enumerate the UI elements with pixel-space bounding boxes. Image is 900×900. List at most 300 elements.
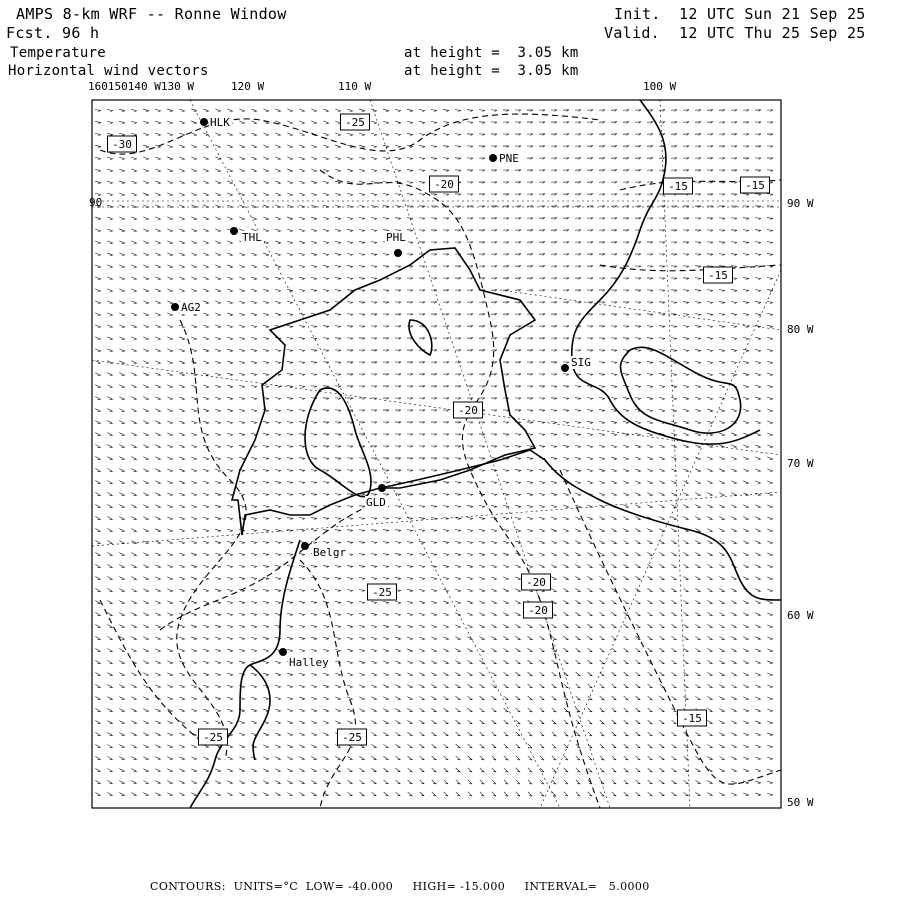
wind-vector <box>251 709 257 711</box>
wind-vector <box>636 660 641 664</box>
wind-vector <box>659 588 664 591</box>
wind-vector <box>383 756 388 759</box>
wind-vector <box>107 577 112 580</box>
wind-vector <box>119 697 124 700</box>
wind-vector <box>383 470 389 472</box>
wind-vector <box>179 673 185 676</box>
wind-vector <box>707 122 713 124</box>
wind-vector <box>455 649 460 652</box>
wind-vector <box>635 338 641 340</box>
wind-vector <box>695 146 701 148</box>
wind-vector <box>575 433 581 435</box>
wind-vector <box>611 397 617 399</box>
wind-vector <box>767 349 773 351</box>
wind-vector <box>551 302 557 304</box>
wind-vector <box>479 458 485 460</box>
wind-vector <box>648 768 653 772</box>
wind-vector <box>467 374 473 376</box>
wind-vector <box>335 757 340 760</box>
wind-vector <box>563 278 569 280</box>
wind-vector <box>335 157 341 159</box>
wind-vector <box>179 169 185 172</box>
valid-value: 12 UTC Thu 25 Sep 25 <box>679 24 866 42</box>
wind-vector <box>599 529 604 532</box>
wind-vector <box>347 169 353 171</box>
wind-vector <box>95 169 101 171</box>
wind-vector <box>299 769 304 772</box>
wind-vector <box>179 349 185 352</box>
wind-vector <box>371 290 377 292</box>
wind-vector <box>119 385 124 388</box>
wind-vector <box>695 158 701 160</box>
wind-vector <box>660 720 665 724</box>
wind-vector <box>227 505 233 507</box>
wind-vector <box>564 780 568 784</box>
wind-vector <box>143 421 148 424</box>
wind-vector <box>503 410 509 411</box>
wind-vector <box>635 170 641 172</box>
wind-vector <box>599 338 605 340</box>
wind-vector <box>311 649 317 651</box>
wind-vector <box>311 482 317 484</box>
wind-vector <box>623 110 629 112</box>
contour-label <box>678 710 707 726</box>
wind-vector <box>347 637 353 639</box>
wind-vector <box>576 732 580 736</box>
wind-vector <box>647 278 653 280</box>
wind-vector <box>299 301 305 303</box>
wind-vector <box>431 422 437 423</box>
wind-vector <box>107 433 112 436</box>
wind-vector <box>419 613 425 615</box>
wind-vector <box>383 302 389 303</box>
wind-vector <box>743 697 748 700</box>
wind-vector <box>143 349 149 352</box>
wind-vector <box>623 122 629 124</box>
wind-vector <box>299 326 305 328</box>
wind-vector <box>323 733 328 736</box>
wind-vector <box>635 553 640 556</box>
wind-vector <box>636 600 641 603</box>
wind-vector <box>443 696 448 699</box>
wind-vector <box>563 242 569 244</box>
wind-vector <box>131 601 136 604</box>
wind-vector <box>419 121 425 123</box>
wind-vector <box>431 242 437 243</box>
wind-vector <box>263 253 269 255</box>
wind-vector <box>299 121 305 124</box>
wind-vector <box>95 504 100 507</box>
wind-vector <box>215 109 221 112</box>
wind-vector <box>719 493 724 496</box>
wind-vector <box>719 182 725 183</box>
wind-vector <box>755 625 761 628</box>
wind-vector <box>299 601 305 603</box>
wind-vector <box>515 110 521 111</box>
wind-vector <box>707 625 712 628</box>
wind-vector <box>323 625 329 627</box>
wind-vector <box>311 506 317 508</box>
wind-vector <box>227 289 233 291</box>
wind-vector <box>611 553 616 556</box>
wind-vector <box>635 110 641 112</box>
wind-vector <box>528 660 533 663</box>
wind-vector <box>635 481 641 484</box>
wind-vector <box>323 482 329 484</box>
wind-vector <box>335 169 341 171</box>
wind-vector <box>167 313 173 316</box>
wind-vector <box>552 684 557 688</box>
wind-vector <box>419 601 425 603</box>
wind-vector <box>588 720 592 724</box>
wind-vector <box>407 109 413 111</box>
wind-vector <box>311 625 317 627</box>
wind-vector <box>479 422 485 423</box>
wind-vector <box>419 685 424 688</box>
lat-label: 80 W <box>787 323 814 336</box>
wind-vector <box>600 684 605 688</box>
wind-vector <box>371 482 377 484</box>
wind-vector <box>263 625 269 627</box>
wind-vector <box>707 254 713 256</box>
wind-vector <box>251 793 256 796</box>
wind-vector <box>383 458 389 459</box>
wind-vector <box>227 313 233 315</box>
wind-vector <box>179 637 185 639</box>
wind-vector <box>767 433 773 436</box>
wind-vector <box>371 625 377 627</box>
wind-vector <box>275 733 281 736</box>
wind-vector <box>155 181 161 184</box>
wind-vector <box>167 601 173 604</box>
wind-vector <box>323 302 329 304</box>
wind-vector <box>167 517 173 520</box>
wind-vector <box>107 397 112 400</box>
wind-vector <box>227 253 233 256</box>
wind-vector <box>443 708 448 711</box>
wind-vector <box>372 768 377 771</box>
wind-vector <box>455 398 461 400</box>
wind-vector <box>119 601 124 604</box>
wind-vector <box>347 254 353 256</box>
wind-vector <box>552 744 556 748</box>
wind-vector <box>335 338 341 340</box>
wind-vector <box>419 242 425 244</box>
wind-vector <box>647 541 652 544</box>
wind-vector <box>755 313 761 315</box>
wind-vector <box>227 409 233 411</box>
wind-vector <box>527 242 533 244</box>
wind-vector <box>563 194 569 196</box>
wind-vector <box>599 218 605 220</box>
wind-vector <box>443 506 449 508</box>
wind-vector <box>203 193 209 196</box>
wind-vector <box>95 757 100 760</box>
wind-vector <box>695 122 701 124</box>
wind-vector <box>515 218 521 220</box>
wind-vector <box>599 146 605 148</box>
wind-vector <box>239 193 245 196</box>
wind-vector <box>659 158 665 160</box>
wind-vector <box>731 589 736 592</box>
wind-vector <box>107 325 113 328</box>
wind-vector <box>767 194 773 196</box>
wind-vector <box>515 470 521 472</box>
wind-vector <box>455 230 461 232</box>
wind-vector <box>683 744 688 747</box>
wind-vector <box>299 386 305 388</box>
wind-vector <box>539 122 545 124</box>
wind-vector <box>636 780 641 784</box>
wind-vector <box>215 625 221 627</box>
wind-vector <box>755 541 760 544</box>
wind-vector <box>419 577 425 579</box>
wind-vector <box>479 266 485 268</box>
wind-vector <box>203 457 209 459</box>
wind-vector <box>179 421 185 424</box>
wind-vector <box>239 349 245 351</box>
wind-vector <box>515 194 521 196</box>
wind-vector <box>107 457 112 460</box>
wind-vector <box>660 708 665 712</box>
wind-vector <box>419 170 425 172</box>
wind-vector <box>107 265 113 268</box>
wind-vector <box>551 122 557 124</box>
wind-vector <box>491 410 497 411</box>
wind-vector <box>660 696 665 700</box>
wind-vector <box>479 194 485 196</box>
wind-vector <box>612 780 616 784</box>
wind-vector <box>743 481 749 484</box>
wind-vector <box>323 709 329 712</box>
wind-vector <box>551 254 557 256</box>
wind-vector <box>551 577 556 580</box>
wind-vector <box>695 672 700 675</box>
wind-vector <box>251 481 257 483</box>
wind-vector <box>131 625 136 628</box>
wind-vector <box>155 601 161 604</box>
wind-vector <box>167 493 173 496</box>
wind-vector <box>215 517 221 519</box>
wind-vector <box>527 254 533 256</box>
wind-vector <box>491 601 497 604</box>
wind-vector <box>587 122 593 124</box>
wind-vector <box>167 685 173 688</box>
wind-vector <box>167 181 173 184</box>
wind-vector <box>311 265 317 267</box>
wind-vector <box>443 194 449 196</box>
wind-vector <box>227 397 233 399</box>
wind-vector <box>443 242 449 243</box>
wind-vector <box>360 780 365 783</box>
wind-vector <box>395 278 401 280</box>
wind-vector <box>383 386 389 388</box>
wind-vector <box>455 170 461 172</box>
wind-vector <box>287 589 293 591</box>
wind-vector <box>623 194 629 196</box>
wind-vector <box>707 397 713 399</box>
wind-vector <box>191 649 197 651</box>
wind-vector <box>719 553 724 556</box>
wind-vector <box>612 768 616 772</box>
wind-vector <box>95 241 101 243</box>
wind-vector <box>335 780 340 783</box>
wind-vector <box>167 445 173 448</box>
wind-vector <box>563 338 569 340</box>
wind-vector <box>167 553 173 556</box>
wind-vector <box>467 649 472 652</box>
wind-vector <box>659 493 664 496</box>
wind-vector <box>695 254 701 256</box>
wind-vector <box>731 170 737 171</box>
wind-vector <box>767 122 773 124</box>
wind-vector <box>707 337 713 339</box>
wind-vector <box>155 241 161 244</box>
wind-vector <box>588 708 592 712</box>
wind-vector <box>239 181 245 184</box>
wind-vector <box>335 446 341 448</box>
wind-vector <box>419 434 425 435</box>
wind-vector <box>515 636 520 639</box>
wind-vector <box>95 433 100 436</box>
wind-vector <box>263 301 269 303</box>
wind-vector <box>683 326 689 328</box>
wind-vector <box>239 373 245 375</box>
wind-vector <box>731 517 736 520</box>
wind-vector <box>395 601 401 603</box>
wind-vector <box>707 589 712 592</box>
wind-vector <box>695 326 701 328</box>
wind-vector <box>107 349 113 352</box>
wind-vector <box>143 121 149 123</box>
wind-vector <box>504 732 509 736</box>
wind-vector <box>503 146 509 147</box>
wind-vector <box>299 338 305 340</box>
wind-vector <box>299 398 305 400</box>
wind-vector <box>287 793 292 796</box>
wind-vector <box>551 194 557 196</box>
wind-vector <box>479 625 484 628</box>
wind-vector <box>515 505 521 507</box>
wind-vector <box>227 553 233 555</box>
wind-vector <box>767 421 773 423</box>
wind-vector <box>167 169 173 172</box>
temperature-contour <box>160 500 380 630</box>
wind-vector <box>468 792 472 796</box>
wind-vector <box>551 326 557 328</box>
wind-vector <box>263 613 269 615</box>
wind-vector <box>323 253 329 255</box>
wind-vector <box>215 373 221 375</box>
wind-vector <box>600 780 604 784</box>
wind-vector <box>239 133 245 136</box>
wind-vector <box>167 421 173 424</box>
wind-vector <box>635 517 640 520</box>
wind-vector <box>480 768 484 772</box>
wind-vector <box>419 374 425 376</box>
svg-text:-20: -20 <box>526 576 546 589</box>
wind-vector <box>575 110 581 112</box>
wind-vector <box>515 398 521 399</box>
wind-vector <box>575 445 581 447</box>
wind-vector <box>227 193 233 196</box>
wind-vector <box>335 266 341 268</box>
wind-vector <box>251 685 257 687</box>
wind-vector <box>683 349 689 351</box>
wind-vector <box>731 122 737 124</box>
wind-vector <box>612 636 617 640</box>
wind-vector <box>479 398 485 400</box>
wind-vector <box>203 313 209 316</box>
wind-vector <box>347 326 353 328</box>
wind-vector <box>695 781 700 784</box>
wind-vector <box>359 470 365 472</box>
wind-vector <box>707 505 712 508</box>
wind-vector <box>444 780 448 784</box>
wind-vector <box>587 541 592 544</box>
wind-vector <box>239 217 245 220</box>
wind-vector <box>263 313 269 315</box>
wind-vector <box>528 684 533 688</box>
wind-vector <box>635 529 640 532</box>
wind-vector <box>299 721 305 724</box>
wind-vector <box>743 385 749 387</box>
wind-vector <box>131 361 137 364</box>
wind-vector <box>275 757 280 760</box>
wind-vector <box>95 337 101 340</box>
wind-vector <box>251 301 257 303</box>
wind-vector <box>600 660 605 664</box>
wind-vector <box>287 410 293 412</box>
wind-vector <box>167 697 173 700</box>
wind-vector <box>263 457 269 459</box>
wind-vector <box>263 733 269 736</box>
wind-vector <box>659 230 665 232</box>
wind-vector <box>587 553 592 556</box>
wind-vector <box>251 361 257 363</box>
wind-vector <box>335 314 341 316</box>
wind-vector <box>623 529 628 532</box>
wind-vector <box>299 434 305 436</box>
wind-vector <box>659 110 665 112</box>
wind-vector <box>179 721 185 724</box>
wind-vector <box>671 146 677 148</box>
wind-vector <box>659 373 665 375</box>
wind-vector <box>575 122 581 124</box>
wind-vector <box>671 792 676 795</box>
wind-vector <box>431 458 437 460</box>
wind-vector <box>551 624 556 627</box>
wind-vector <box>335 518 341 520</box>
wind-vector <box>275 661 281 663</box>
wind-vector <box>575 146 581 148</box>
wind-vector <box>359 266 365 268</box>
wind-vector <box>539 636 544 639</box>
wind-vector <box>672 756 677 759</box>
wind-vector <box>731 218 737 220</box>
wind-vector <box>155 277 161 280</box>
wind-vector <box>131 781 136 784</box>
wind-vector <box>215 673 221 675</box>
wind-vector <box>695 600 700 603</box>
wind-vector <box>551 362 557 363</box>
wind-vector <box>683 338 689 340</box>
wind-vector <box>155 721 161 724</box>
wind-vector <box>119 553 124 556</box>
wind-vector <box>311 697 317 699</box>
wind-vector <box>131 301 137 304</box>
wind-vector <box>443 553 449 555</box>
